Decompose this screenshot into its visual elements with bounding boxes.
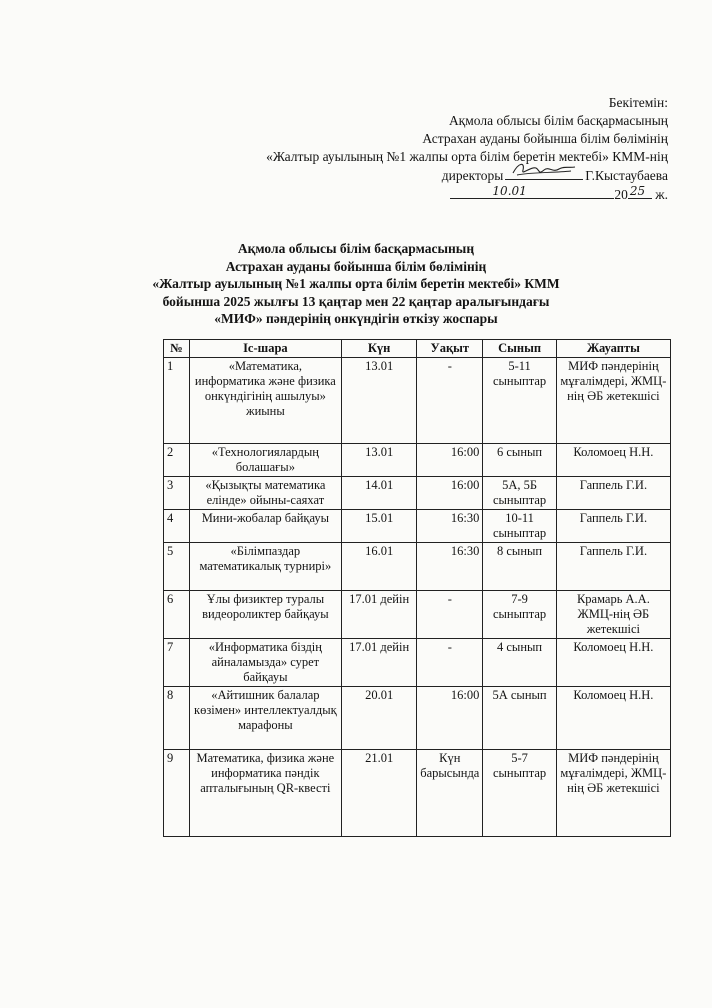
table-row xyxy=(164,639,671,687)
cell-event: Мини-жобалар байқауы xyxy=(189,510,341,543)
cell-time: Күн барысында xyxy=(417,750,483,837)
cell-number: 5 xyxy=(164,543,190,591)
table-row xyxy=(164,543,671,591)
cell-responsible: Коломоец Н.Н. xyxy=(556,687,670,750)
cell-time: - xyxy=(417,358,483,444)
cell-class: 8 сынып xyxy=(483,543,556,591)
cell-number: 7 xyxy=(164,639,190,687)
year-suffix: ж. xyxy=(655,187,668,202)
cell-responsible: Гаппель Г.И. xyxy=(556,543,670,591)
title-line-5: «МИФ» пәндерінің онкүндігін өткізу жоспары xyxy=(214,311,498,326)
cell-day: 15.01 xyxy=(342,510,417,543)
cell-event: Ұлы физиктер туралы видеороликтер байқауы xyxy=(189,591,341,639)
cell-time: - xyxy=(417,591,483,639)
cell-event: «Білімпаздар математикалық турнирі» xyxy=(189,543,341,591)
header-class: Сынып xyxy=(483,340,556,358)
signature-icon xyxy=(509,158,579,180)
director-name: Г.Кыстаубаева xyxy=(585,168,668,183)
cell-number: 6 xyxy=(164,591,190,639)
cell-day: 17.01 дейін xyxy=(342,639,417,687)
cell-time: 16:00 xyxy=(417,687,483,750)
document-title xyxy=(0,240,712,328)
cell-day: 20.01 xyxy=(342,687,417,750)
table-row xyxy=(164,444,671,477)
table-row xyxy=(164,591,671,639)
header-responsible: Жауапты xyxy=(556,340,670,358)
cell-day: 13.01 xyxy=(342,444,417,477)
date-line xyxy=(266,185,668,204)
cell-number: 2 xyxy=(164,444,190,477)
cell-responsible: Коломоец Н.Н. xyxy=(556,444,670,477)
cell-event: «Технологиялардың болашағы» xyxy=(189,444,341,477)
cell-number: 8 xyxy=(164,687,190,750)
cell-day: 14.01 xyxy=(342,477,417,510)
cell-responsible: Гаппель Г.И. xyxy=(556,510,670,543)
cell-class: 5-7 сыныптар xyxy=(483,750,556,837)
cell-responsible: МИФ пәндерінің мұғалімдері, ЖМЦ-нің ӘБ жетекшісі xyxy=(556,750,670,837)
cell-event: «Айтишник балалар көзімен» интеллектуалдық марафоны xyxy=(189,687,341,750)
table-row xyxy=(164,510,671,543)
cell-day: 21.01 xyxy=(342,750,417,837)
cell-class: 4 сынып xyxy=(483,639,556,687)
cell-responsible: Крамарь А.А. ЖМЦ-нің ӘБ жетекшісі xyxy=(556,591,670,639)
cell-event: «Қызықты математика елінде» ойыны-саяхат xyxy=(189,477,341,510)
year-handwritten: 25 xyxy=(629,184,646,198)
table-row xyxy=(164,750,671,837)
cell-responsible: Гаппель Г.И. xyxy=(556,477,670,510)
date-day-handwritten: 10.01 xyxy=(492,184,527,198)
cell-time: 16:30 xyxy=(417,510,483,543)
table-header-row xyxy=(164,340,671,358)
cell-class: 6 сынып xyxy=(483,444,556,477)
cell-class: 5-11 сыныптар xyxy=(483,358,556,444)
cell-class: 10-11 сыныптар xyxy=(483,510,556,543)
cell-event: «Информатика біздің айналамызда» сурет байқауы xyxy=(189,639,341,687)
cell-number: 9 xyxy=(164,750,190,837)
year-field xyxy=(628,185,652,199)
header-event: Іс-шара xyxy=(189,340,341,358)
cell-day: 17.01 дейін xyxy=(342,591,417,639)
signature-line xyxy=(505,166,583,180)
header-time: Уақыт xyxy=(417,340,483,358)
title-line-4: бойынша 2025 жылғы 13 қаңтар мен 22 қаңтар аралығындағы xyxy=(162,293,550,309)
cell-number: 3 xyxy=(164,477,190,510)
table-row xyxy=(164,477,671,510)
cell-number: 4 xyxy=(164,510,190,543)
title-line-3: «Жалтыр ауылының №1 жалпы орта білім беретін мектебі» КММ xyxy=(152,276,560,291)
director-line xyxy=(266,166,668,185)
cell-responsible: Коломоец Н.Н. xyxy=(556,639,670,687)
event-plan-table xyxy=(163,339,671,837)
table-row xyxy=(164,687,671,750)
cell-time: - xyxy=(417,639,483,687)
cell-class: 7-9 сыныптар xyxy=(483,591,556,639)
cell-event: Математика, физика және информатика пәндік апталығының QR-квесті xyxy=(189,750,341,837)
approval-heading: Бекітемін: xyxy=(608,95,668,110)
table-row xyxy=(164,358,671,444)
director-label: директоры xyxy=(441,168,504,183)
cell-day: 16.01 xyxy=(342,543,417,591)
date-day-field xyxy=(450,185,578,199)
cell-class: 5А сынып xyxy=(483,687,556,750)
header-day: Күн xyxy=(342,340,417,358)
cell-time: 16:30 xyxy=(417,543,483,591)
cell-event: «Математика, информатика және физика онкүндігінің ашылуы» жиыны xyxy=(189,358,341,444)
header-number: № xyxy=(164,340,190,358)
approval-org-line-1: Ақмола облысы білім басқармасының xyxy=(448,113,668,128)
approval-block xyxy=(266,94,668,204)
cell-number: 1 xyxy=(164,358,190,444)
approval-org-line-3: «Жалтыр ауылының №1 жалпы орта білім беретін мектебі» КММ-нің xyxy=(266,149,668,164)
year-prefix: 20 xyxy=(614,187,628,202)
title-line-2: Астрахан ауданы бойынша білім бөлімінің xyxy=(225,258,487,274)
title-line-1: Ақмола облысы білім басқармасының xyxy=(237,241,475,256)
cell-class: 5А, 5Б сыныптар xyxy=(483,477,556,510)
cell-time: 16:00 xyxy=(417,444,483,477)
date-month-field xyxy=(578,185,614,199)
cell-day: 13.01 xyxy=(342,358,417,444)
cell-responsible: МИФ пәндерінің мұғалімдері, ЖМЦ-нің ӘБ жетекшісі xyxy=(556,358,670,444)
approval-org-line-2: Астрахан ауданы бойынша білім бөлімінің xyxy=(422,131,668,146)
cell-time: 16:00 xyxy=(417,477,483,510)
